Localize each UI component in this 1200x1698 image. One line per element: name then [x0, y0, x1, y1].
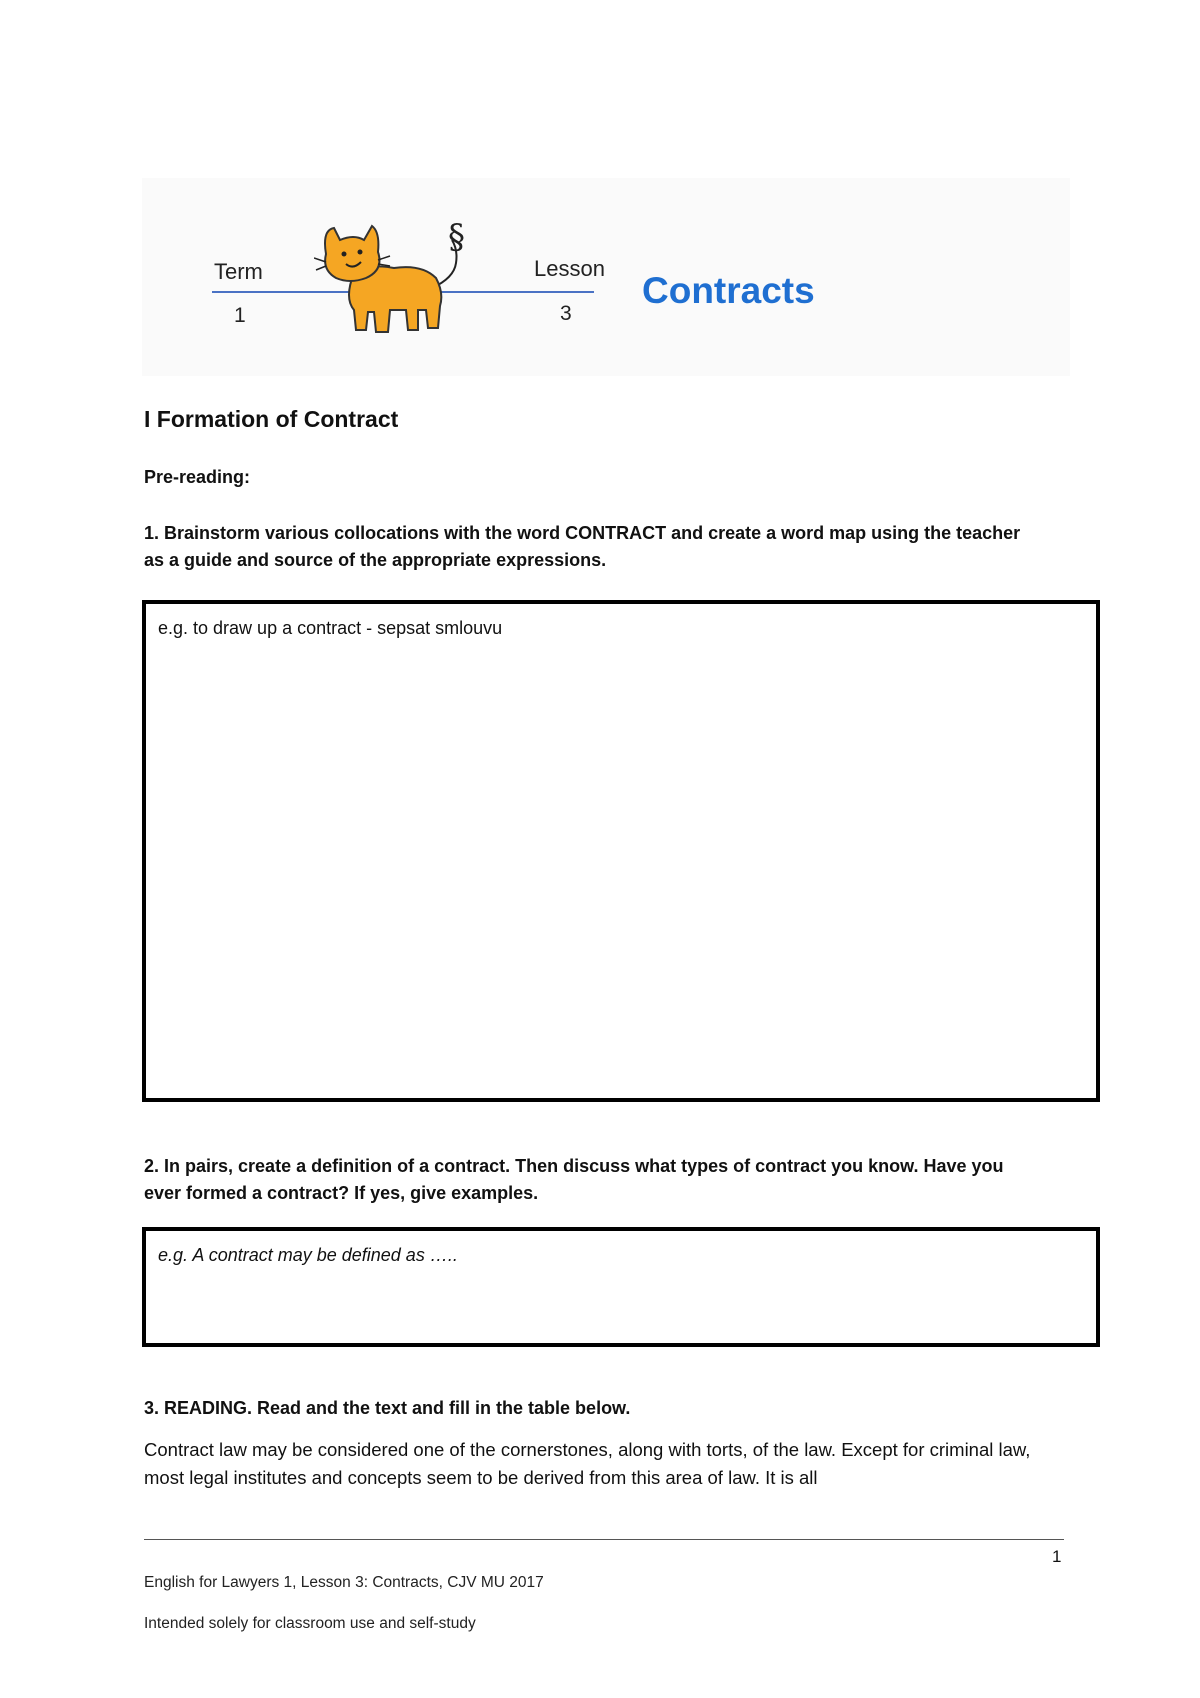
- pre-reading-label: Pre-reading:: [144, 467, 251, 487]
- cat-logo: [314, 218, 504, 348]
- lesson-number: 3: [560, 302, 572, 325]
- section-symbol: §: [448, 218, 465, 257]
- reading-text: Contract law may be considered one of the cornerstones, along with torts, of the law. Except for criminal law, most legal institutes and concepts seem to be derived from this area of law. It is all: [144, 1439, 1031, 1488]
- lesson-label: Lesson: [534, 256, 605, 281]
- document-title: Contracts: [642, 270, 815, 311]
- footer-usage-line: Intended solely for classroom use and self-study: [144, 1615, 476, 1632]
- task-3-instructions: 3. READING. Read and the text and fill in the table below.: [144, 1398, 631, 1418]
- task-1-answer-box[interactable]: [142, 600, 1100, 1102]
- footer-divider: [144, 1539, 1064, 1540]
- task-2-instructions: 2. In pairs, create a definition of a contract. Then discuss what types of contract you know. Have you ever formed a contract? If yes, give examples.: [144, 1156, 1004, 1203]
- footer-course-line: English for Lawyers 1, Lesson 3: Contracts, CJV MU 2017: [144, 1574, 544, 1591]
- page-number: 1: [1052, 1547, 1062, 1566]
- term-number: 1: [234, 304, 246, 327]
- header-banner: [142, 178, 1070, 376]
- task-1-example: e.g. to draw up a contract - sepsat smlouvu: [158, 618, 503, 638]
- term-label: Term: [214, 259, 263, 284]
- task-1-instructions: 1. Brainstorm various collocations with the word CONTRACT and create a word map using the teacher as a guide and source of the appropriate expressions.: [144, 523, 1021, 570]
- task-2-answer-box[interactable]: [142, 1227, 1100, 1347]
- section-title: I Formation of Contract: [144, 406, 399, 432]
- task-2-example: e.g. A contract may be defined as …..: [158, 1245, 458, 1265]
